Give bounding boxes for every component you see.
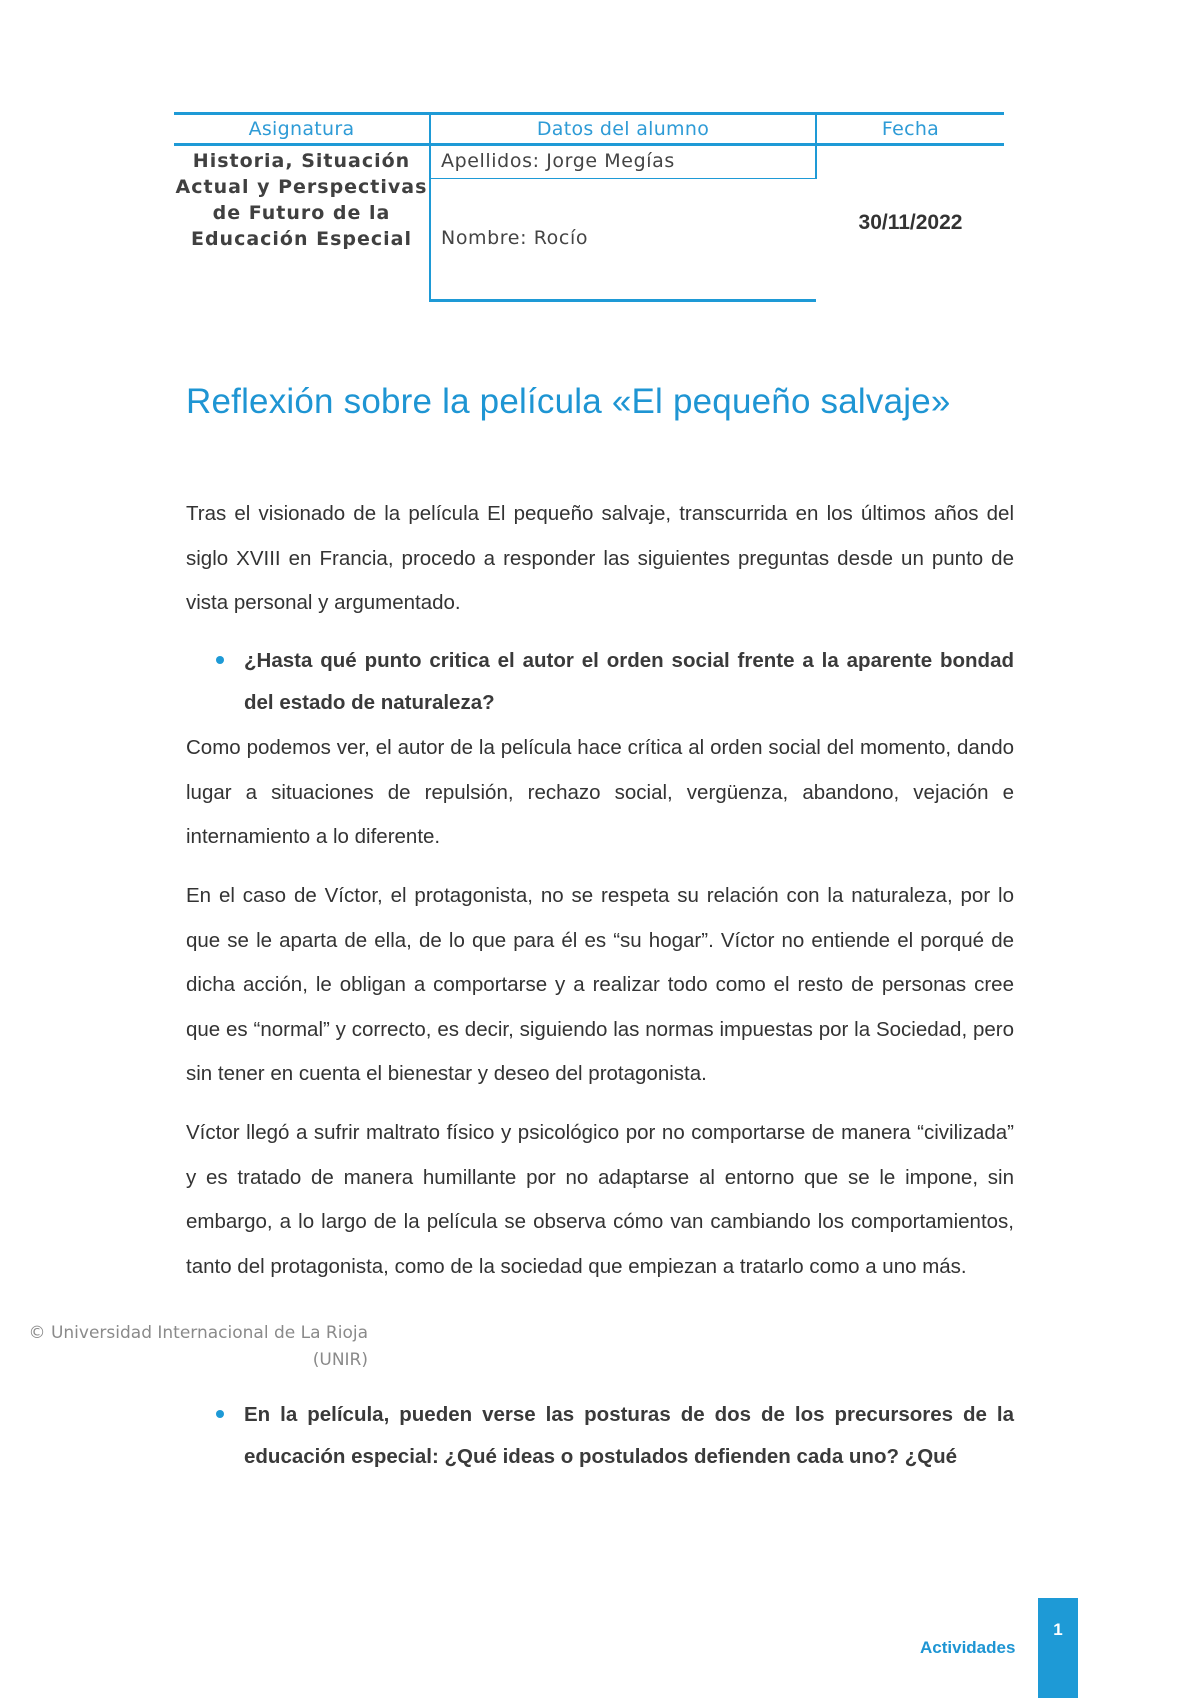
question-1	[186, 640, 1014, 724]
paragraph-3: Víctor llegó a sufrir maltrato físico y psicológico por no comportarse de manera “civilizada” y es tratado de manera humillante por no adaptarse al entorno que se le impone, sin embargo, a lo largo de la película se observa cómo van cambiando los comportamientos, tanto del protagonista, como de la sociedad que empiezan a tratarlo como a uno más.	[186, 1121, 1014, 1278]
paragraph-2: En el caso de Víctor, el protagonista, no se respeta su relación con la naturaleza, por lo que se le aparta de ella, de lo que para él es “su hogar”. Víctor no entiende el porqué de dicha acción, le obligan a comportarse y a realizar todo como el resto de personas cree que es “normal” y correcto, es decir, siguiendo las normas impuestas por la Sociedad, pero sin tener en cuenta el bienestar y deseo del protagonista.	[186, 884, 1014, 1085]
question-2-text: En la película, pueden verse las posturas de dos de los precursores de la educación especial: ¿Qué ideas o postulados defienden cada uno? ¿Qué	[244, 1403, 1014, 1468]
paragraph-1: Como podemos ver, el autor de la película hace crítica al orden social del momento, dando lugar a situaciones de repulsión, rechazo social, vergüenza, abandono, vejación e internamiento a lo diferente.	[186, 736, 1014, 848]
surname-cell	[430, 145, 816, 179]
subject-name: Historia, Situación Actual y Perspectivas de Futuro de la Educación Especial	[174, 145, 430, 301]
question-1-text: ¿Hasta qué punto critica el autor el orden social frente a la aparente bondad del estado de naturaleza?	[244, 649, 1014, 714]
document-title: Reflexión sobre la película «El pequeño salvaje»	[186, 382, 951, 421]
header-table	[174, 112, 1004, 302]
date-value: 30/11/2022	[858, 211, 963, 235]
student-column-header: Datos del alumno	[430, 114, 816, 145]
bullet-icon	[216, 656, 224, 664]
page-number-box	[1038, 1598, 1078, 1698]
name-cell	[430, 179, 816, 301]
intro-paragraph: Tras el visionado de la película El pequeño salvaje, transcurrida en los últimos años del siglo XVIII en Francia, procedo a responder las siguientes preguntas desde un punto de vista personal y argumentado.	[186, 502, 1014, 614]
section-label: Actividades	[920, 1638, 1016, 1657]
surname-field: Apellidos: Jorge Megías	[441, 150, 675, 172]
question-2	[186, 1394, 1014, 1478]
subject-column-header: Asignatura	[174, 114, 430, 145]
date-column-header: Fecha	[816, 114, 1004, 145]
bullet-icon	[216, 1410, 224, 1418]
copyright-line-2: (UNIR)	[312, 1350, 368, 1370]
name-field: Nombre: Rocío	[441, 227, 589, 249]
copyright-line-1: © Universidad Internacional de La Rioja	[28, 1323, 368, 1343]
page-number: 1	[1053, 1620, 1063, 1639]
copyright-notice	[22, 1320, 368, 1374]
